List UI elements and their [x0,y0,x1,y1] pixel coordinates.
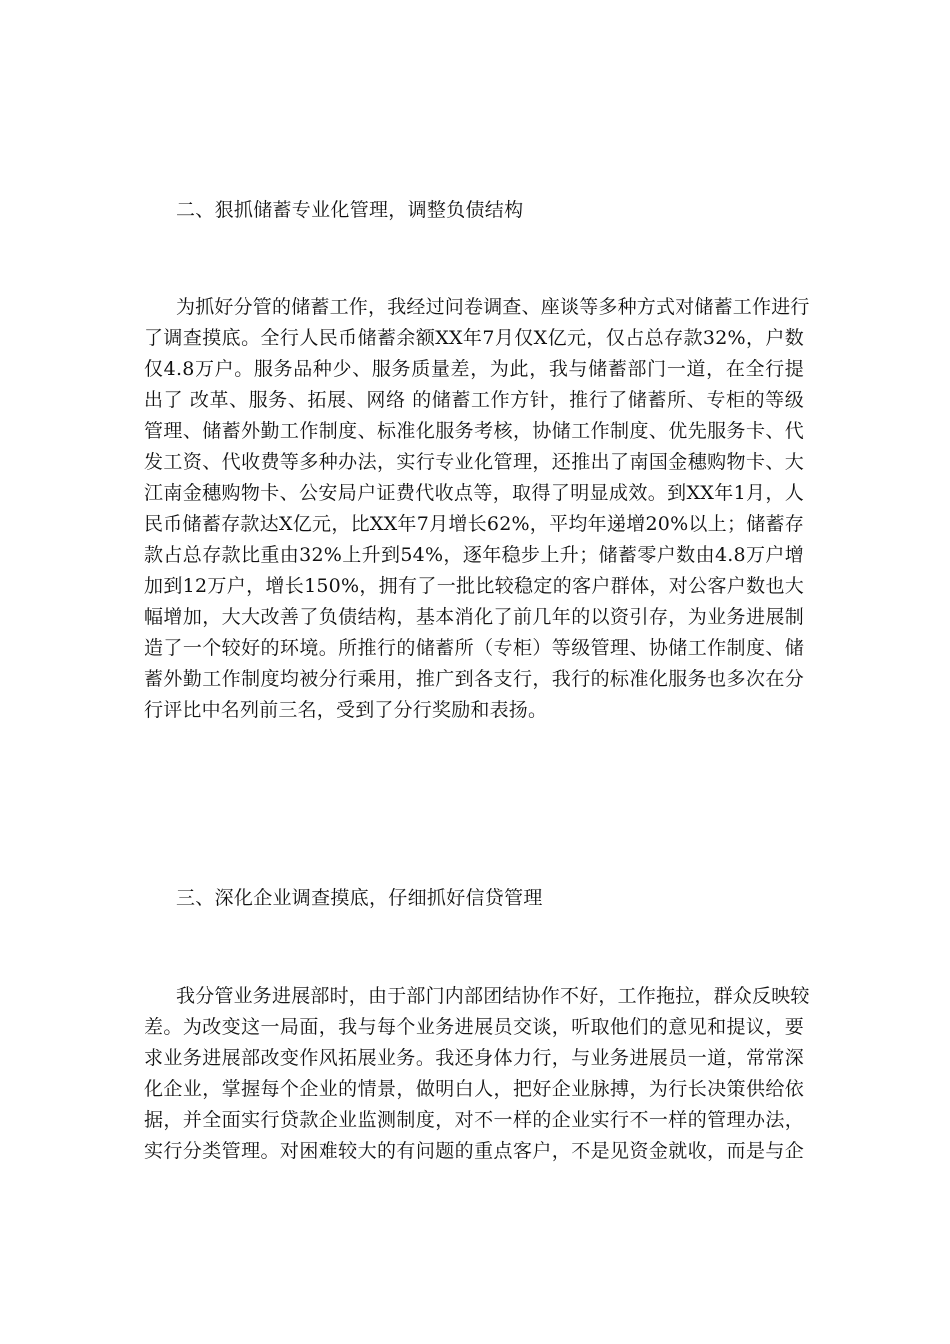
paragraph-line: 实行分类管理。对困难较大的有问题的重点客户，不是见资金就收，而是与企 [144,1140,804,1162]
paragraph-line: 差。为改变这一局面，我与每个业务进展员交谈，听取他们的意见和提议，要 [144,1016,804,1038]
paragraph-line: 行评比中名列前三名，受到了分行奖励和表扬。 [144,699,548,721]
paragraph-line: 蓄外勤工作制度均被分行乘用，推广到各支行，我行的标准化服务也多次在分 [144,668,804,690]
paragraph-line: 款占总存款比重由32%上升到54%，逐年稳步上升；储蓄零户数由4.8万户增 [144,544,804,566]
paragraph-line: 民币储蓄存款达X亿元，比XX年7月增长62%，平均年递增20%以上；储蓄存 [144,513,804,535]
section-3-paragraph [144,981,810,1167]
paragraph-line: 江南金穗购物卡、公安局户证费代收点等，取得了明显成效。到XX年1月，人 [144,482,804,504]
paragraph-line: 加到12万户，增长150%，拥有了一批比较稳定的客户群体，对公客户数也大 [144,575,804,597]
paragraph-line: 发工资、代收费等多种办法，实行专业化管理，还推出了南国金穗购物卡、大 [144,451,804,473]
section-2-paragraph [144,292,810,726]
paragraph-line: 化企业，掌握每个企业的情景，做明白人，把好企业脉搏，为行长决策供给依 [144,1078,804,1100]
paragraph-line: 出了 改革、服务、拓展、网络 的储蓄工作方针，推行了储蓄所、专柜的等级 [144,389,804,411]
paragraph-line: 管理、储蓄外勤工作制度、标准化服务考核，协储工作制度、优先服务卡、代 [144,420,804,442]
section-heading-2: 二、狠抓储蓄专业化管理，调整负债结构 [176,199,524,221]
paragraph-line: 为抓好分管的储蓄工作，我经过问卷调查、座谈等多种方式对储蓄工作进行 [176,296,810,318]
paragraph-line: 仅4.8万户。服务品种少、服务质量差，为此，我与储蓄部门一道，在全行提 [144,358,804,380]
paragraph-line: 我分管业务进展部时，由于部门内部团结协作不好，工作拖拉，群众反映较 [176,985,810,1007]
paragraph-line: 了调查摸底。全行人民币储蓄余额XX年7月仅X亿元，仅占总存款32%，户数 [144,327,804,349]
paragraph-line: 据，并全面实行贷款企业监测制度，对不一样的企业实行不一样的管理办法， [144,1109,804,1131]
paragraph-line: 造了一个较好的环境。所推行的储蓄所（专柜）等级管理、协储工作制度、储 [144,637,804,659]
paragraph-line: 求业务进展部改变作风拓展业务。我还身体力行，与业务进展员一道，常常深 [144,1047,804,1069]
paragraph-line: 幅增加，大大改善了负债结构，基本消化了前几年的以资引存，为业务进展制 [144,606,804,628]
section-heading-3: 三、深化企业调查摸底，仔细抓好信贷管理 [176,887,543,909]
